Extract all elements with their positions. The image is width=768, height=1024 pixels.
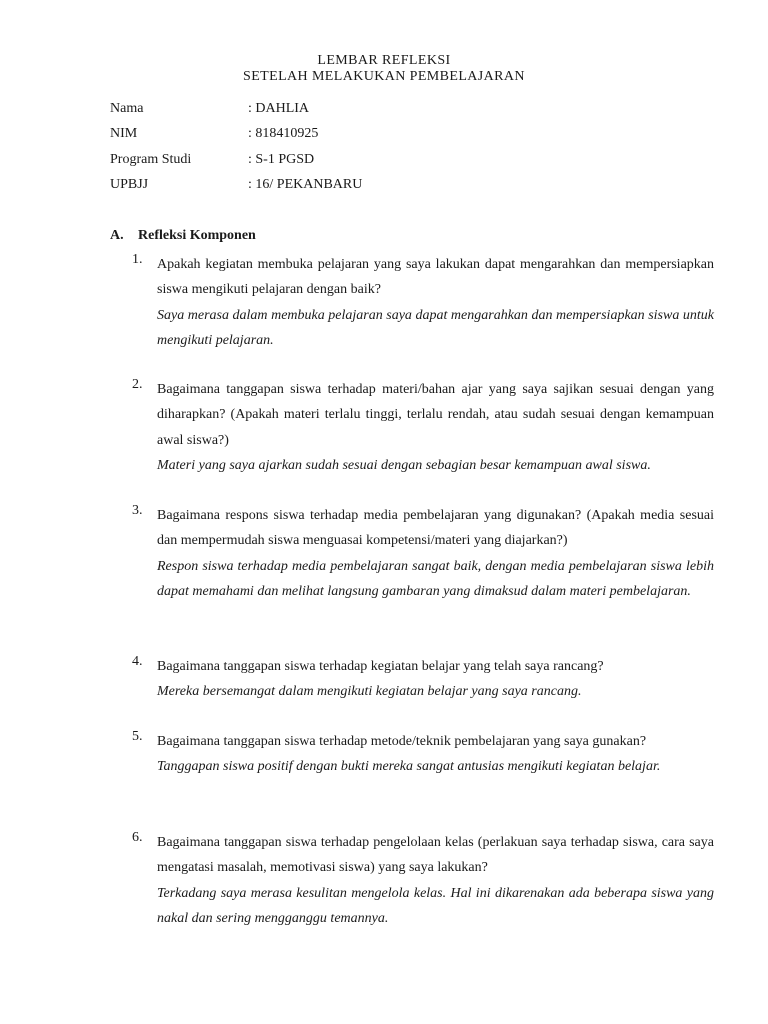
item-answer: Saya merasa dalam membuka pelajaran saya dapat mengarahkan dan mempersiapkan siswa untuk mengikuti pelajaran. <box>157 307 714 348</box>
identity-label: Program Studi <box>110 152 192 167</box>
identity-value: : 16/ PEKANBARU <box>248 177 363 192</box>
item-answer: Respon siswa terhadap media pembelajaran sangat baik, dengan media pembelajaran siswa lebih dapat memahami dan melihat langsung gambaran yang dimaksud dalam materi pembelajaran. <box>157 558 714 599</box>
item-number: 6. <box>132 830 143 845</box>
item-answer: Mereka bersemangat dalam mengikuti kegiatan belajar yang saya rancang. <box>157 684 582 700</box>
item-answer: Materi yang saya ajarkan sudah sesuai dengan sebagian besar kemampuan awal siswa. <box>157 457 651 473</box>
section-heading <box>110 228 256 244</box>
document-subtitle: SETELAH MELAKUKAN PEMBELAJARAN <box>243 69 525 84</box>
identity-value: : DAHLIA <box>248 101 310 116</box>
item-question: Apakah kegiatan membuka pelajaran yang saya lakukan dapat mengarahkan dan mempersiapkan siswa mengikuti pelajaran dengan baik? <box>157 257 714 298</box>
item-number: 1. <box>132 252 143 267</box>
item-number: 3. <box>132 503 143 518</box>
item-question: Bagaimana tanggapan siswa terhadap pengelolaan kelas (perlakuan saya terhadap siswa, cara saya mengatasi masalah, memotivasi siswa) yang saya lakukan? <box>157 835 714 876</box>
identity-value: : 818410925 <box>248 126 319 141</box>
item-question: Bagaimana tanggapan siswa terhadap metode/teknik pembelajaran yang saya gunakan? <box>157 734 647 749</box>
identity-value: : S-1 PGSD <box>248 152 315 167</box>
item-question: Bagaimana tanggapan siswa terhadap materi/bahan ajar yang saya sajikan sesuai dengan yang diharapkan? (Apakah materi terlalu tinggi, terlalu rendah, atau sudah sesuai dengan kemampuan awal siswa?) <box>157 382 714 448</box>
item-number: 4. <box>132 654 143 669</box>
section-letter: A. <box>110 228 124 243</box>
item-question: Bagaimana tanggapan siswa terhadap kegiatan belajar yang telah saya rancang? <box>157 659 604 674</box>
item-question: Bagaimana respons siswa terhadap media pembelajaran yang digunakan? (Apakah media sesuai dan mempermudah siswa menguasai kompetensi/materi yang diajarkan?) <box>157 508 714 549</box>
item-number: 5. <box>132 729 143 744</box>
item-answer: Terkadang saya merasa kesulitan mengelola kelas. Hal ini dikarenakan ada beberapa siswa yang nakal dan sering mengganggu temannya. <box>157 885 714 926</box>
section-title: Refleksi Komponen <box>138 228 256 243</box>
identity-label: NIM <box>110 126 138 141</box>
document-title: LEMBAR REFLEKSI <box>317 53 451 68</box>
identity-label: UPBJJ <box>110 177 149 192</box>
item-number: 2. <box>132 377 143 392</box>
item-answer: Tanggapan siswa positif dengan bukti mereka sangat antusias mengikuti kegiatan belajar. <box>157 759 661 775</box>
identity-label: Nama <box>110 101 144 116</box>
